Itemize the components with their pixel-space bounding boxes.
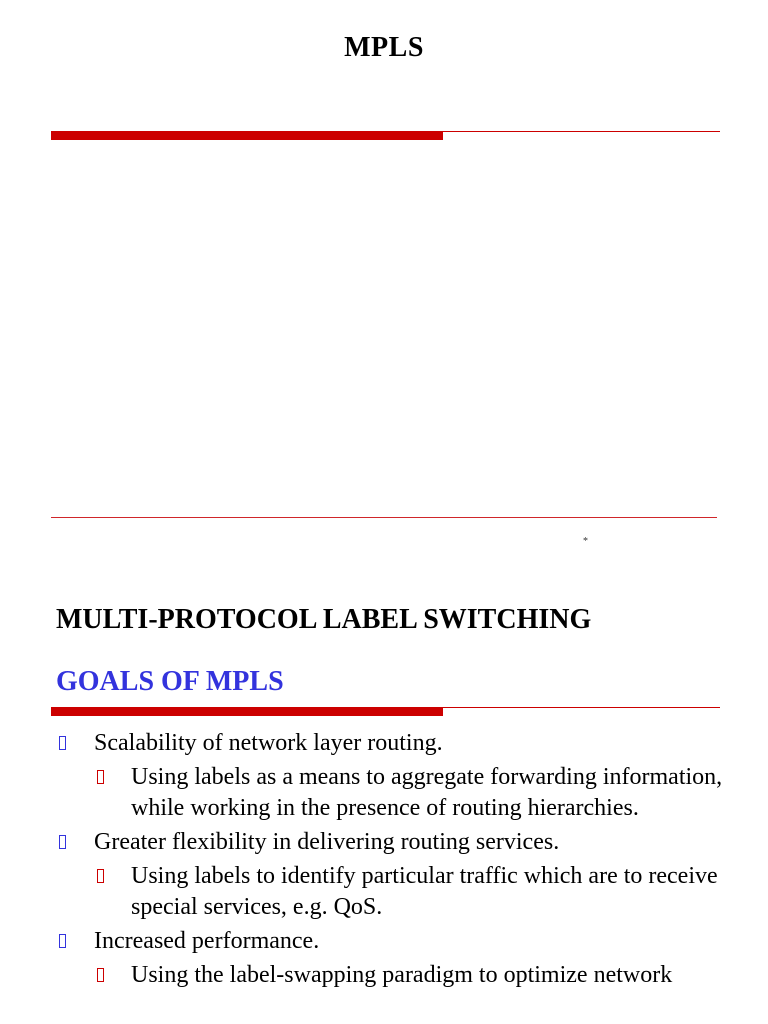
list-item (56, 728, 726, 759)
blue-square-bullet-icon (59, 835, 66, 849)
list-item (56, 926, 726, 957)
rule-thin-segment (443, 131, 720, 132)
footer-mark: * (583, 536, 588, 547)
sub-list-item (56, 762, 726, 824)
red-square-bullet-icon (97, 770, 104, 784)
list-item-text: Increased performance. (94, 928, 320, 954)
blue-square-bullet-icon (59, 934, 66, 948)
slide-divider (51, 517, 717, 518)
section-heading: MULTI-PROTOCOL LABEL SWITCHING (56, 604, 592, 635)
red-square-bullet-icon (97, 968, 104, 982)
rule-thin-segment (443, 707, 720, 708)
sub-list-item (56, 960, 726, 991)
rule-thick-segment (51, 131, 443, 140)
bullet-list (56, 728, 726, 991)
sub-list-item (56, 861, 726, 923)
sub-list-item-text: Using labels to identify particular traffic which are to receive special services, e.g. QoS. (131, 863, 718, 920)
red-square-bullet-icon (97, 869, 104, 883)
sub-list-item-text: Using labels as a means to aggregate forwarding information, while working in the presence of routing hierarchies. (131, 764, 723, 821)
list-item (56, 827, 726, 858)
sub-list-item-text: Using the label-swapping paradigm to optimize network (131, 962, 673, 988)
rule-thick-segment (51, 707, 443, 716)
list-item-text: Scalability of network layer routing. (94, 730, 443, 756)
blue-square-bullet-icon (59, 736, 66, 750)
list-item-text: Greater flexibility in delivering routing services. (94, 829, 560, 855)
slide-title: MPLS (344, 32, 424, 63)
slide-subheading: GOALS OF MPLS (56, 666, 284, 697)
